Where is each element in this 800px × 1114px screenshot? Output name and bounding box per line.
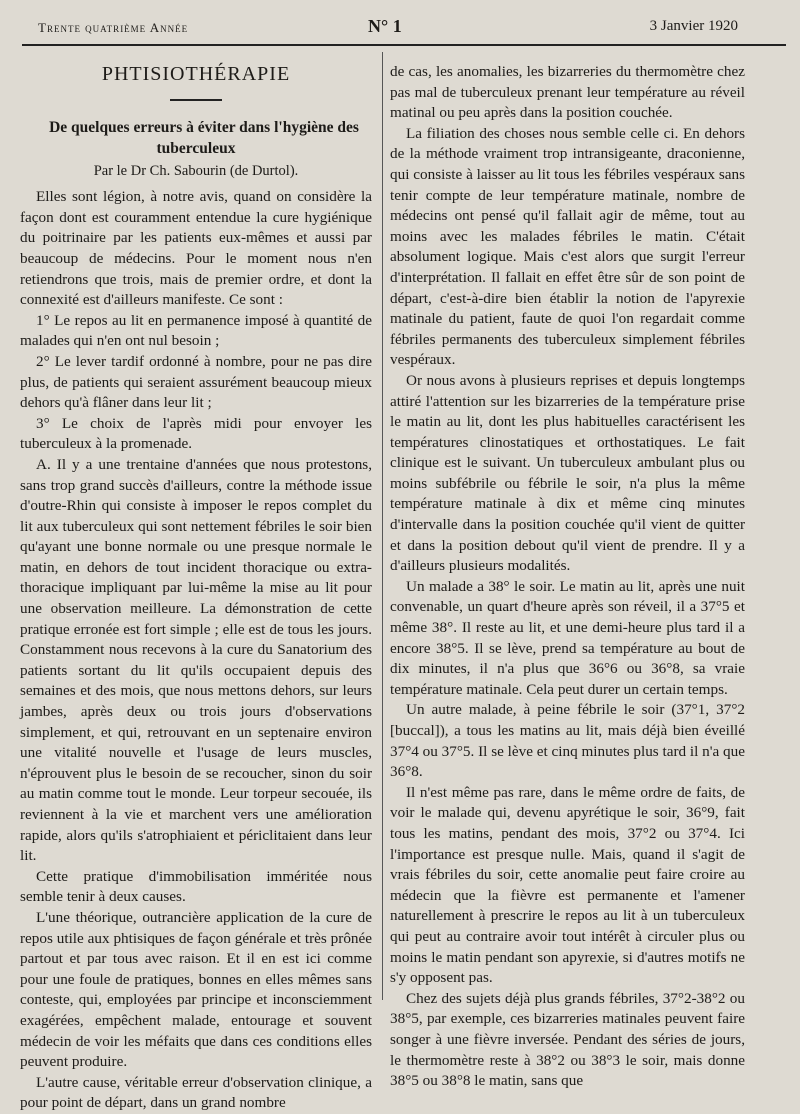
paragraph: Il n'est même pas rare, dans le même ordre de faits, de voir le malade qui, devenu apyrétique le soir, 36°9, fait tous les matins, pendant des mois, 37°2 ou 37°4. Ici l'importance est presque nulle. Mais, quand il s'agit de vrais fébriles du soir, cette anomalie peut faire croire au médecin que la fièvre est permanente et l'amener naturellement à prescrire le repos au lit à un tuberculeux qui peut au contraire avoir tout intérêt à circuler plus ou moins le matin pendant son apyrexie, si d'autres motifs ne s'y opposent pas. <box>390 783 745 987</box>
page-header <box>0 0 800 44</box>
right-column <box>390 62 745 1092</box>
paragraph: A. Il y a une trentaine d'années que nous protestons, sans trop grand succès d'ailleurs, contre la méthode issue d'outre-Rhin qui consiste à imposer le repos complet du lit aux tuberculeux qui sont nettement fébriles le soir bien qu'ayant une bonne normale ou une presque normale le matin, en dehors de tout incident thoracique ou extra-thoracique impliquant par lui-même la mise au lit pour une observation meilleure. La démonstration de cette pratique erronée est fort simple ; elle est de tous les jours. Constamment nous recevons à la cure du Sanatorium des patients sortant du lit qu'ils occupaient depuis des semaines et des mois, que nous mettons dehors, sur leurs jambes, après deux ou trois jours d'observations simplement, et qui, retrouvant en un septenaire environ une vitalité nouvelle et l'usage de leurs muscles, n'éprouvent plus le besoin de se recoucher, sinon du soir au matin comme tout le monde. Leur torpeur secouée, ils reviennent à la vie et marchent vers une amélioration rapide, alors qu'ils s'atrophiaient et périclitaient dans leur lit. <box>20 455 372 865</box>
volume-label: Trente quatrième Année <box>38 20 189 35</box>
paragraph: 2° Le lever tardif ordonné à nombre, pour ne pas dire plus, de patients qui seraient assurément beaucoup mieux dehors qu'à flâner dans leur lit ; <box>20 352 372 412</box>
column-separator <box>382 52 383 1000</box>
paragraph: Chez des sujets déjà plus grands fébriles, 37°2-38°2 ou 38°5, par exemple, ces bizarreries matinales peuvent faire songer à une fièvre inversée. Pendant des séries de jours, le thermomètre reste à 38°2 ou 38°3 le soir, mais donne 38°5 ou 38°8 le matin, sans que <box>390 989 745 1090</box>
paragraph: 3° Le choix de l'après midi pour envoyer les tuberculeux à la promenade. <box>20 414 372 453</box>
paragraph: Elles sont légion, à notre avis, quand on considère la façon dont est couramment entendue la cure hygiénique du poitrinaire par les patients eux-mêmes et aussi par beaucoup de médecins. Pour le moment nous n'en retiendrons que trois, mais de premier ordre, et dont la connexité est d'ailleurs manifeste. Ce sont : <box>20 188 372 309</box>
article-title: De quelques erreurs à éviter dans l'hygiène des tuberculeux <box>49 118 359 157</box>
paragraph: Un malade a 38° le soir. Le matin au lit, après une nuit convenable, un quart d'heure après son réveil, il a 37°5 et même 38°. Il reste au lit, et une demi-heure plus tard il a encore 38°5. Il se lève, prend sa température au bout de dix minutes, il n'a plus que 36°6 ou 36°8, sa vraie température matinale. Cela peut durer un certain temps. <box>390 577 745 698</box>
issue-date: 3 Janvier 1920 <box>649 18 738 34</box>
left-column <box>20 60 372 1114</box>
title-rule <box>170 99 222 101</box>
paragraph: L'autre cause, véritable erreur d'observation clinique, a pour point de départ, dans un grand nombre <box>20 1073 372 1112</box>
header-rule <box>22 44 786 46</box>
paragraph: Cette pratique d'immobilisation imméritée nous semble tenir à deux causes. <box>20 867 372 906</box>
issue-number: N° 1 <box>368 16 402 36</box>
paragraph: La filiation des choses nous semble celle ci. En dehors de la méthode vraiment trop intransigeante, draconienne, qui consiste à laisser au lit tous les fébriles vespéraux sans tenir compte de leur température matinale, nombre de médecins ont pensé qu'il fallait agir de même, tout au moins avec les malades fébriles le matin. C'était absolument logique. Mais c'est alors que surgit l'erreur d'interprétation. Il fallait en effet être sûr de son point de départ, c'est-à-dire bien établir la notion de l'apyrexie matinale du patient, faute de quoi l'on regardait comme fébriles permanents des tuberculeux simplement fébriles vespéraux. <box>390 124 745 369</box>
paragraph: Un autre malade, à peine fébrile le soir (37°1, 37°2 [buccal]), a tous les matins au lit, mais déjà bien éveillé 37°4 ou 37°5. Il se lève et cinq minutes plus tard il n'a que 36°8. <box>390 701 745 781</box>
paragraph: 1° Le repos au lit en permanence imposé à quantité de malades qui n'en ont nul besoin ; <box>20 311 372 350</box>
paragraph: Or nous avons à plusieurs reprises et depuis longtemps attiré l'attention sur les bizarreries de la température prise le matin au lit, dont les plus habituelles caractérisent les températures clinostatiques et orthostatiques. Le fait clinique est le suivant. Un tuberculeux ambulant plus ou moins subfébrile ou fébrile le soir, n'a plus la même température matinale à dix et même cinq minutes d'intervalle dans la position couchée qu'il vient de quitter et dans la position debout qu'il vient de prendre. Il y a d'ailleurs plusieurs modalités. <box>390 371 745 575</box>
paragraph: de cas, les anomalies, les bizarreries du thermomètre chez pas mal de tuberculeux prenant leur température au réveil matinal ou peu après dans la position couchée. <box>390 63 745 122</box>
byline: Par le Dr Ch. Sabourin (de Durtol). <box>93 162 299 179</box>
section-title: PHTISIOTHÉRAPIE <box>101 63 291 85</box>
paragraph: L'une théorique, outrancière application de la cure de repos utile aux phtisiques de façon générale et très prônée partout et par tous avec raison. Et il en est ici comme pour une foule de pratiques, bonnes en elles mêmes sans conteste, qui, employées par principe et inconsciemment exagérées, empêchent malade, entourage et souvent médecin de voir les méfaits que dans ces conditions elles peuvent produire. <box>20 908 372 1071</box>
